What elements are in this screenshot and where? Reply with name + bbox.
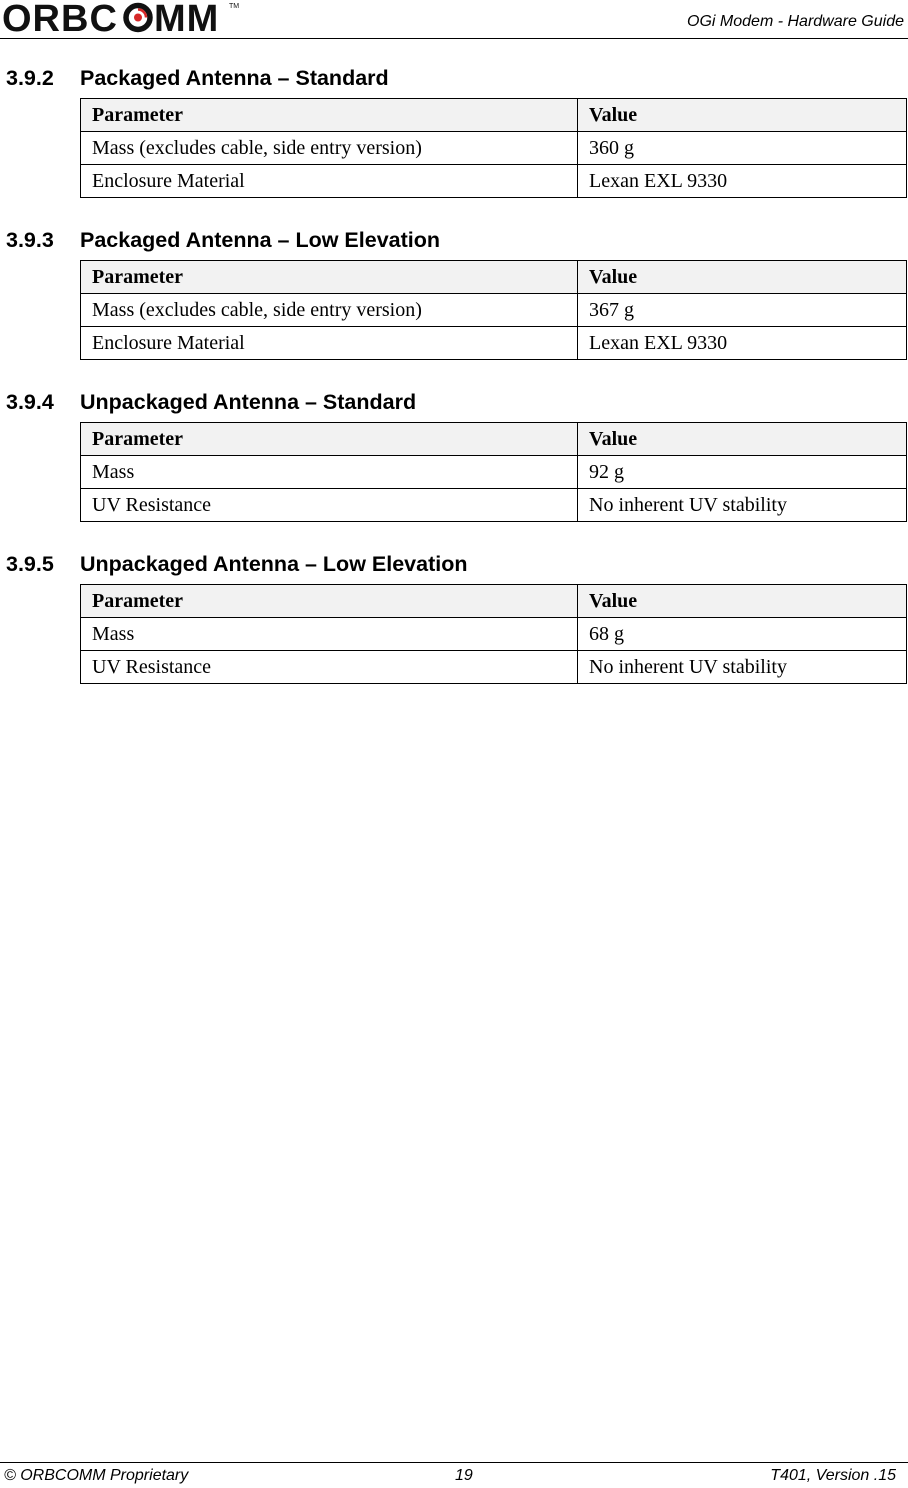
footer-copyright: © ORBCOMM Proprietary xyxy=(4,1467,189,1484)
section-number: 3.9.2 xyxy=(6,66,54,90)
value-cell: 92 g xyxy=(578,456,907,489)
page-number: 19 xyxy=(455,1467,473,1484)
section-title: Unpackaged Antenna – Standard xyxy=(80,390,417,414)
column-header-value: Value xyxy=(578,261,907,294)
value-cell: Lexan EXL 9330 xyxy=(578,327,907,360)
table-row xyxy=(81,294,907,327)
column-header-parameter: Parameter xyxy=(81,99,578,132)
parameter-cell: Mass xyxy=(81,618,578,651)
spec-table xyxy=(80,584,907,684)
table-row xyxy=(81,327,907,360)
table-header-row xyxy=(81,99,907,132)
svg-text:TM: TM xyxy=(229,3,240,10)
column-header-parameter: Parameter xyxy=(81,423,578,456)
parameter-cell: UV Resistance xyxy=(81,651,578,684)
parameter-cell: Enclosure Material xyxy=(81,165,578,198)
table-row xyxy=(81,651,907,684)
page-header xyxy=(0,0,908,40)
footer-version: T401, Version .15 xyxy=(770,1467,896,1484)
section-title: Packaged Antenna – Low Elevation xyxy=(80,228,441,252)
footer-divider xyxy=(0,1462,908,1463)
column-header-value: Value xyxy=(578,423,907,456)
value-cell: Lexan EXL 9330 xyxy=(578,165,907,198)
section-title: Packaged Antenna – Standard xyxy=(80,66,389,90)
table-header-row xyxy=(81,585,907,618)
value-cell: No inherent UV stability xyxy=(578,651,907,684)
section-title: Unpackaged Antenna – Low Elevation xyxy=(80,552,468,576)
value-cell: 360 g xyxy=(578,132,907,165)
parameter-cell: Mass (excludes cable, side entry version) xyxy=(81,132,578,165)
table-row xyxy=(81,489,907,522)
header-divider xyxy=(0,38,908,39)
parameter-cell: Mass xyxy=(81,456,578,489)
table-row xyxy=(81,618,907,651)
spec-table xyxy=(80,422,907,522)
parameter-cell: Mass (excludes cable, side entry version) xyxy=(81,294,578,327)
table-row xyxy=(81,456,907,489)
column-header-value: Value xyxy=(578,585,907,618)
parameter-cell: Enclosure Material xyxy=(81,327,578,360)
section-number: 3.9.3 xyxy=(6,228,54,252)
table-row xyxy=(81,132,907,165)
document-title: OGi Modem - Hardware Guide xyxy=(687,13,904,30)
svg-text:MM: MM xyxy=(154,0,220,38)
column-header-value: Value xyxy=(578,99,907,132)
value-cell: No inherent UV stability xyxy=(578,489,907,522)
section-number: 3.9.5 xyxy=(6,552,54,576)
table-row xyxy=(81,165,907,198)
value-cell: 68 g xyxy=(578,618,907,651)
section-heading xyxy=(6,552,467,577)
value-cell: 367 g xyxy=(578,294,907,327)
table-header-row xyxy=(81,423,907,456)
section-number: 3.9.4 xyxy=(6,390,54,414)
orbcomm-logo xyxy=(2,0,242,38)
table-header-row xyxy=(81,261,907,294)
section-heading xyxy=(6,390,416,415)
spec-table xyxy=(80,98,907,198)
column-header-parameter: Parameter xyxy=(81,261,578,294)
section-heading xyxy=(6,66,389,91)
column-header-parameter: Parameter xyxy=(81,585,578,618)
parameter-cell: UV Resistance xyxy=(81,489,578,522)
section-heading xyxy=(6,228,440,253)
svg-text:ORBC: ORBC xyxy=(2,0,118,38)
spec-table xyxy=(80,260,907,360)
